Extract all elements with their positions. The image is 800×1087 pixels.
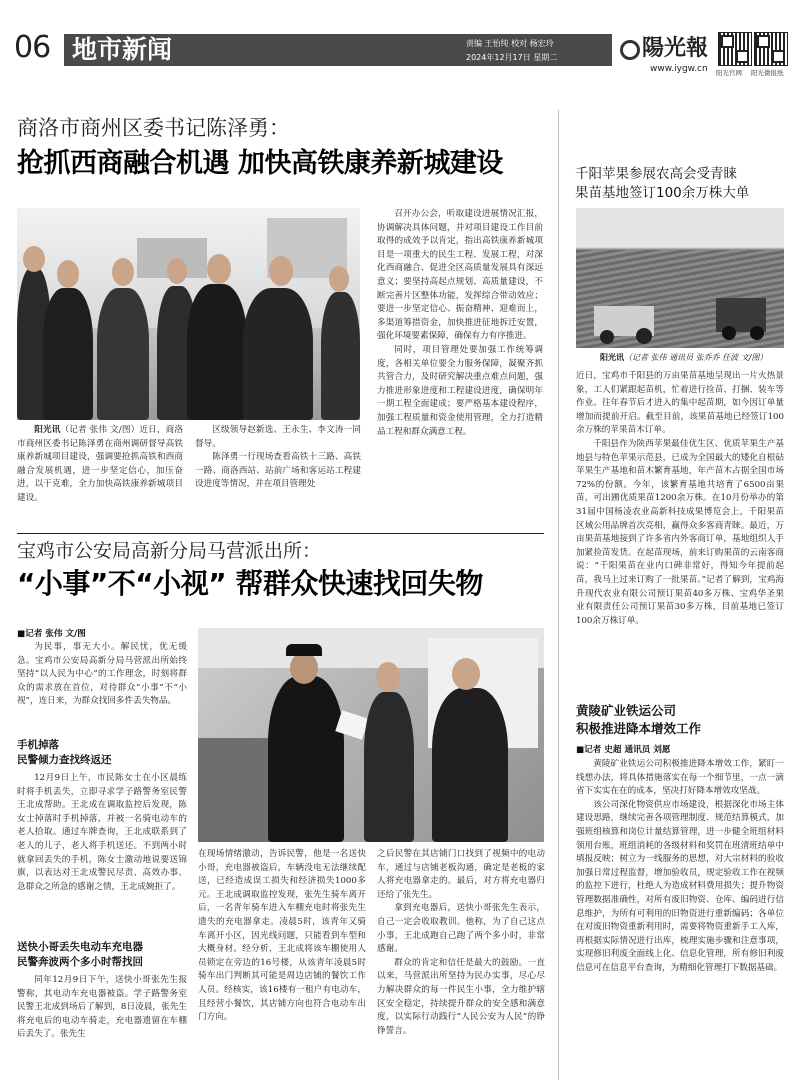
article2-col2-para: 在现场情绪激动，告诉民警，他是一名送快小哥，充电器被盗后，车辆没电无法继续配送，已经造成误工损失和经济损失1000多元。王北成调取监控发现，张先生骑车离开后，一名青年骑车进入车棚充电时将张先生遗失的充电器拿走。凌晨5时，该青年又骑车离开小区，因光线问题，只能看到车型和大概身材。经分析，王北成将该车棚使用人员锁定在旁边的16号楼，从该青年凌晨5时骑车出门判断其可能是周边店铺的餐饮工作人员。经核实，该16楼有一租户有电动车，且经营小餐饮，其店铺方向也符合电动车出门方向。 [198, 849, 366, 1023]
article2-photo [198, 628, 544, 842]
qr2-label: 阳光微报纸 [751, 69, 784, 77]
article2-col3-p2: 拿到充电器后，送快小哥张先生表示，自己一定会收取教训。他称，为了自己这点小事，王北成跑自己跑了两个多小时，非常感谢。 [377, 903, 545, 955]
article3-p1: 近日，宝鸡市千阳县的万亩果苗基地呈现出一片火热景象，工人们紧跟起苗机，忙着进行捡苗、打捆、装车等作业。往年春节后才进入的集中起苗期，如今因订单量增加而提前开启。截至目前，该果苗基地已经签订100余万株的苹果苗木订单。 [576, 371, 784, 436]
article1-byline: 阳光讯 [34, 425, 61, 435]
article2-sub1-para: 12月9日上午，市民陈女士在小区晨练时将手机丢失，立即寻求学子路警务室民警王北成帮助。王北成在调取监控后发现，陈女士掉落时手机掉落，并被一名骑电动车的老人拾取。通过车牌查询，王北成联系到了老人的儿子，老人将手机送还。不到两小时就拿回丢失的手机，陈女士激动地说要送锦旗，以表达对王北成警民尽责、高效办事、急群众之所急的感谢之情，王北成婉拒了。 [17, 773, 187, 892]
column-divider [558, 110, 559, 1080]
editor-line: 责编 王怡纯 校对 杨宏玲 [466, 39, 554, 48]
article2-sub1-line1: 手机掉落 [17, 739, 59, 751]
article2-sub2-line1: 送快小哥丢失电动车充电器 [17, 941, 143, 953]
masthead-logo: 陽光報 [642, 35, 709, 61]
site-url[interactable]: www.iygw.cn [650, 64, 708, 74]
article2-sub1-line2: 民警倾力查找终返还 [17, 754, 112, 766]
article1-photo [17, 208, 360, 420]
article3-headline-line2: 果苗基地签订100余万株大单 [575, 185, 750, 201]
article3-photo [576, 208, 784, 348]
article2-byline: ■记者 张伟 文/图 [17, 629, 86, 639]
article4-headline-line2: 积极推进降本增效工作 [576, 721, 702, 736]
article1-col2 [195, 424, 361, 528]
article1-kicker: 商洛市商州区委书记陈泽勇： [17, 116, 290, 140]
article2-sub2-text [17, 974, 187, 1082]
page-number: 06 [14, 30, 51, 65]
article2-sub1-text [17, 772, 187, 936]
article2-sub2-line2: 民警奔波两个多小时帮找回 [17, 956, 143, 968]
article3-text [576, 370, 784, 690]
article3-headline-line1: 千阳苹果参展农高会受青睐 [575, 166, 737, 182]
article2-col3-para: 之后民警在其店铺门口找到了视频中的电动车，通过与店铺老板沟通，确定是老板的家人将充电器拿走的。最后，对方将充电器归还给了张先生。 [377, 849, 545, 900]
article2-intro-text: 为民事，事无大小。解民忧，优无缓急。宝鸡市公安局高新分局马营派出所始终坚持“以人民为中心”的工作理念，时刻将群众的需求放在首位，对待群众“小事”不“小视”，连日来，为群众找回多件丢失物品。 [17, 642, 187, 707]
article2-sub2-para: 同年12月9日下午，送快小哥张先生报警称，其电动车充电器被盗。学子路警务室民警王北成到场后了解到，8日凌晨，张先生将充电后的电动车骑走，充电器遗留在车棚后丢失了。张先生 [17, 975, 187, 1040]
article1-col3-p2: 同时，项目管理处要加强工作统筹调度，各相关单位要全力服务保障，凝聚齐抓共管合力，及时研究解决重点难点问题，强力推进形象进度和工程建设进度，确保明年一期工程全面建成；要严格基本建设程序，加强工程质量和资金使用管理，全力打造精品工程和群众满意工程。 [377, 344, 543, 437]
sun-logo-icon [620, 40, 640, 60]
article4-byline: ■记者 史超 通讯员 刘愿 [576, 745, 671, 755]
article1-col3-p1: 召开办公会，听取建设进展情况汇报，协调解决具体问题，并对项目建设工作目前取得的成效予以肯定，指出高铁康养新城项目是一项重大的民生工程、发展工程，对深化西商融合、促进全区高质量发展具有深远意义；要坚持高起点规划、高质量建设，不断完善片区整体功能，发挥综合带动效应；要进一步坚定信心、振奋精神、迎难而上，多渠道筹措资金，加快推进征地拆迁安置，强化环境要素保障，确保有力有序推进。 [377, 209, 543, 342]
article2-col3-p3: 群众的肯定和信任是最大的鼓励。一直以来，马营派出所坚持为民办实事，尽心尽力解决群众的每一件民生小事，全力维护辖区安全稳定，持续提升群众的安全感和满意度，以实际行动践行“人民公安为人民”的铮铮誓言。 [377, 957, 545, 1036]
article4-headline-line1: 黄陵矿业铁运公司 [576, 703, 677, 718]
article2-kicker: 宝鸡市公安局高新分局马营派出所： [17, 540, 322, 562]
article1-col1 [17, 424, 183, 528]
article1-col2-p2: 陈泽勇一行现场查看高铁十三路、高铁一路、商洛西站、站前广场和客运站工程建设进度等情况，并在项目管理处 [195, 452, 361, 490]
article2-headline: “小事”不“小视” 帮群众快速找回失物 [17, 567, 483, 600]
article1-col3 [377, 208, 543, 526]
article3-caption [600, 352, 786, 364]
article4-text [576, 758, 784, 1080]
article1-credit: （记者 张伟 文/图） [60, 425, 140, 435]
article3-byline: 阳光讯 [600, 353, 624, 362]
article1-col2-lead: 区级领导赵新选、王永生、李文涛一同督导。 [195, 425, 361, 449]
article4-p2: 该公司深化物资供应市场建设，根据深化市场主体建设思路，继续完善各项管理制度、规范结算模式，加强班组核算和岗位计量结算管理，进一步健全班组材料领用台账，班组消耗的各级材料和奖罚在班清班结单中填报反映；树立为一线服务的思想，对大宗材料的验收加强日常过程监督，增加验收员，规定验收工作在视频的监控下进行，杜绝人为造成材料费用损失；提升物资管理数据准确性，对所有废旧物资、仓库、编码进行信息维护，为所有可利用的旧物资进行重新编码；各单位在对废旧物资重新利用时，需要将物资重新手工入库，再根据实际情况进行出库，梳理实施步骤和注意事项，实现修旧利废全面线上化、信息化管理，所有修旧利废信息可在信息平台查询，为精细化管理打下数据基础。 [576, 799, 784, 973]
qr1-label: 阳光官网 [716, 69, 742, 77]
date-line: 2024年12月17日 星期二 [466, 53, 558, 62]
article1-headline: 抢抓西商融合机遇 加快高铁康养新城建设 [17, 148, 503, 179]
article4-p1: 黄陵矿业铁运公司积极推进降本增效工作，紧盯一线想办法，将具体措施落实在每一个细节里，一点一滴省下实实在在的成本，坚决打好降本增效攻坚战。 [576, 759, 784, 797]
article2-intro [17, 641, 187, 737]
qr-code-icon [754, 32, 788, 66]
article2-col2 [198, 848, 366, 1080]
article2-col3 [377, 848, 545, 1080]
section-title: 地市新闻 [72, 35, 173, 64]
article3-credit: （记者 张伟 通讯员 张乔乔 任波 文/图） [624, 353, 768, 362]
divider [17, 533, 544, 534]
article1-col1-lead: 近日，商洛市商州区委书记陈泽勇在商州调研督导高铁康养新城项目建设，强调要抢抓高铁和西商融合发展机遇，进一步坚定信心，加压奋进，以干克难，全力加快高铁康养新城项目建设。 [17, 425, 183, 503]
qr-code-icon [718, 32, 752, 66]
article3-p2: 千阳县作为陕西苹果最佳优生区、优质苹果生产基地县与特色苹果示范县，已成为全国最大的矮化自根砧苹果生产基地和苗木繁育基地，年产苗木占据全国市场72%的份额。今年，该繁育基地共培育了6500亩果苗，可出圃优质果苗1200余万株。在10月份举办的第31届中国杨凌农业高新科技成果博览会上，千阳果苗区域公用品牌首次亮相，赢得众多客商青睐。最近，万亩果苗基地接到了许多省内外客商订单，基地组织人手加紧捡苗发货。在起苗现场，前来订购果苗的云南客商说：“千阳果苗在业内口碑非常好，得知今年提前起苗，我马上过来订购了一批果苗。”记者了解到，宝鸡海升现代农业有限公司预订果苗40多万株、宝鸡华圣果业有限责任公司预订果苗30多万株，目前基地已签订100余万株订单。 [576, 438, 784, 626]
